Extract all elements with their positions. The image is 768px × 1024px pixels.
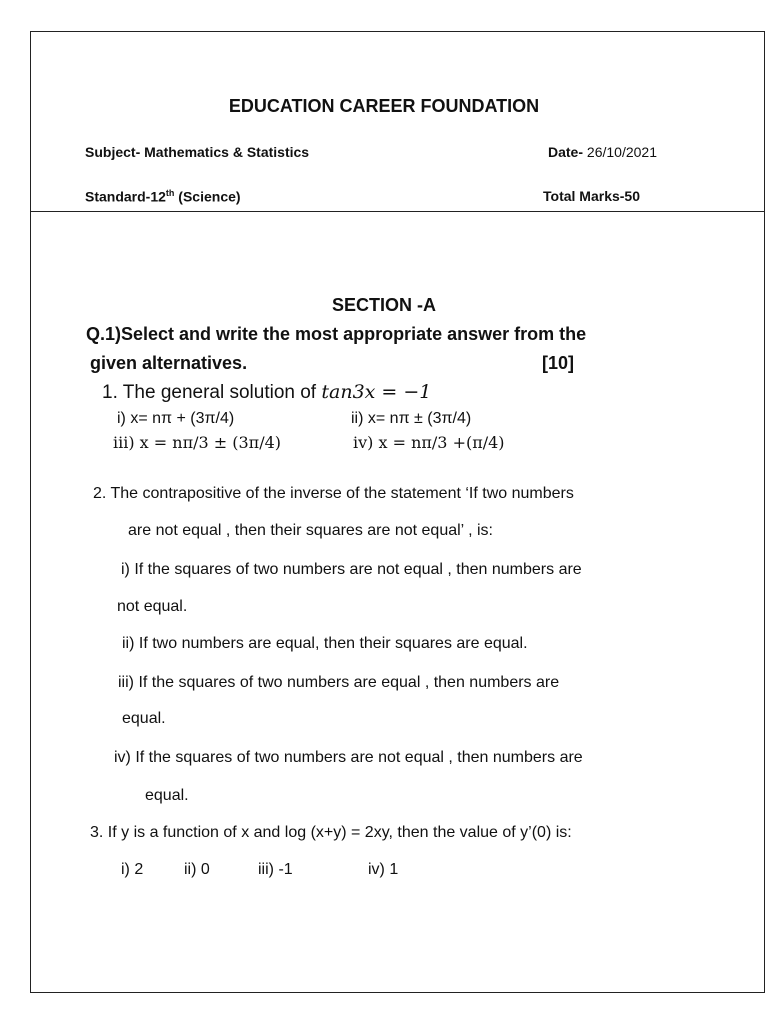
q2-option-3-line-2: equal. — [122, 710, 166, 727]
q1-option-2: ii) x= nπ ± (3π/4) — [351, 410, 472, 427]
q2-option-2: ii) If two numbers are equal, then their squares are equal. — [122, 635, 528, 652]
section-title: SECTION -A — [331, 295, 436, 315]
question-marks: [10] — [542, 353, 575, 373]
q1-option-3: iii) x = nπ/3 ± (3π/4) — [113, 433, 281, 452]
question-heading-line1: Q.1)Select and write the most appropriate answer from the — [86, 324, 587, 344]
question-1-number: 1. — [102, 382, 118, 403]
q1-option-4: iv) x = nπ/3 +(π/4) — [353, 433, 505, 452]
question-3-text: 3. If y is a function of x and log (x+y) = 2xy, then the value of y’(0) is: — [90, 824, 572, 841]
standard-prefix: Standard-12 — [85, 188, 166, 205]
date-label: Date- — [548, 144, 584, 160]
date-value: 26/10/2021 — [583, 144, 657, 160]
q3-option-2: ii) 0 — [184, 861, 210, 878]
page-border — [30, 31, 765, 993]
question-heading-line2: given alternatives. — [90, 353, 248, 373]
q1-option-1: i) x= nπ + (3π/4) — [117, 410, 235, 427]
q3-option-4: iv) 1 — [368, 861, 399, 878]
question-1 — [102, 381, 431, 404]
subject-label: Subject- Mathematics & Statistics — [85, 144, 310, 160]
q2-option-1-line-1: i) If the squares of two numbers are not equal , then numbers are — [121, 561, 582, 578]
institute-title: EDUCATION CAREER FOUNDATION — [228, 96, 540, 116]
q2-option-4-line-2: equal. — [145, 787, 189, 804]
q2-option-1-line-2: not equal. — [117, 598, 188, 615]
q2-line-2: are not equal , then their squares are not equal’ , is: — [128, 522, 493, 539]
total-marks: Total Marks-50 — [543, 188, 640, 204]
q2-line-1: 2. The contrapositive of the inverse of the statement ‘If two numbers — [93, 485, 574, 502]
date-field — [548, 144, 657, 160]
question-1-text: The general solution of — [122, 382, 317, 403]
standard-label — [85, 188, 241, 205]
q2-option-4-line-1: iv) If the squares of two numbers are not equal , then numbers are — [114, 749, 583, 766]
standard-suffix: (Science) — [174, 188, 241, 205]
q3-option-1: i) 2 — [121, 861, 144, 878]
header-divider — [30, 211, 765, 212]
standard-sup: th — [165, 188, 175, 198]
q3-option-3: iii) -1 — [258, 861, 293, 878]
q2-option-3-line-1: iii) If the squares of two numbers are equal , then numbers are — [118, 674, 560, 691]
question-1-math: tan3x = −1 — [321, 381, 432, 403]
